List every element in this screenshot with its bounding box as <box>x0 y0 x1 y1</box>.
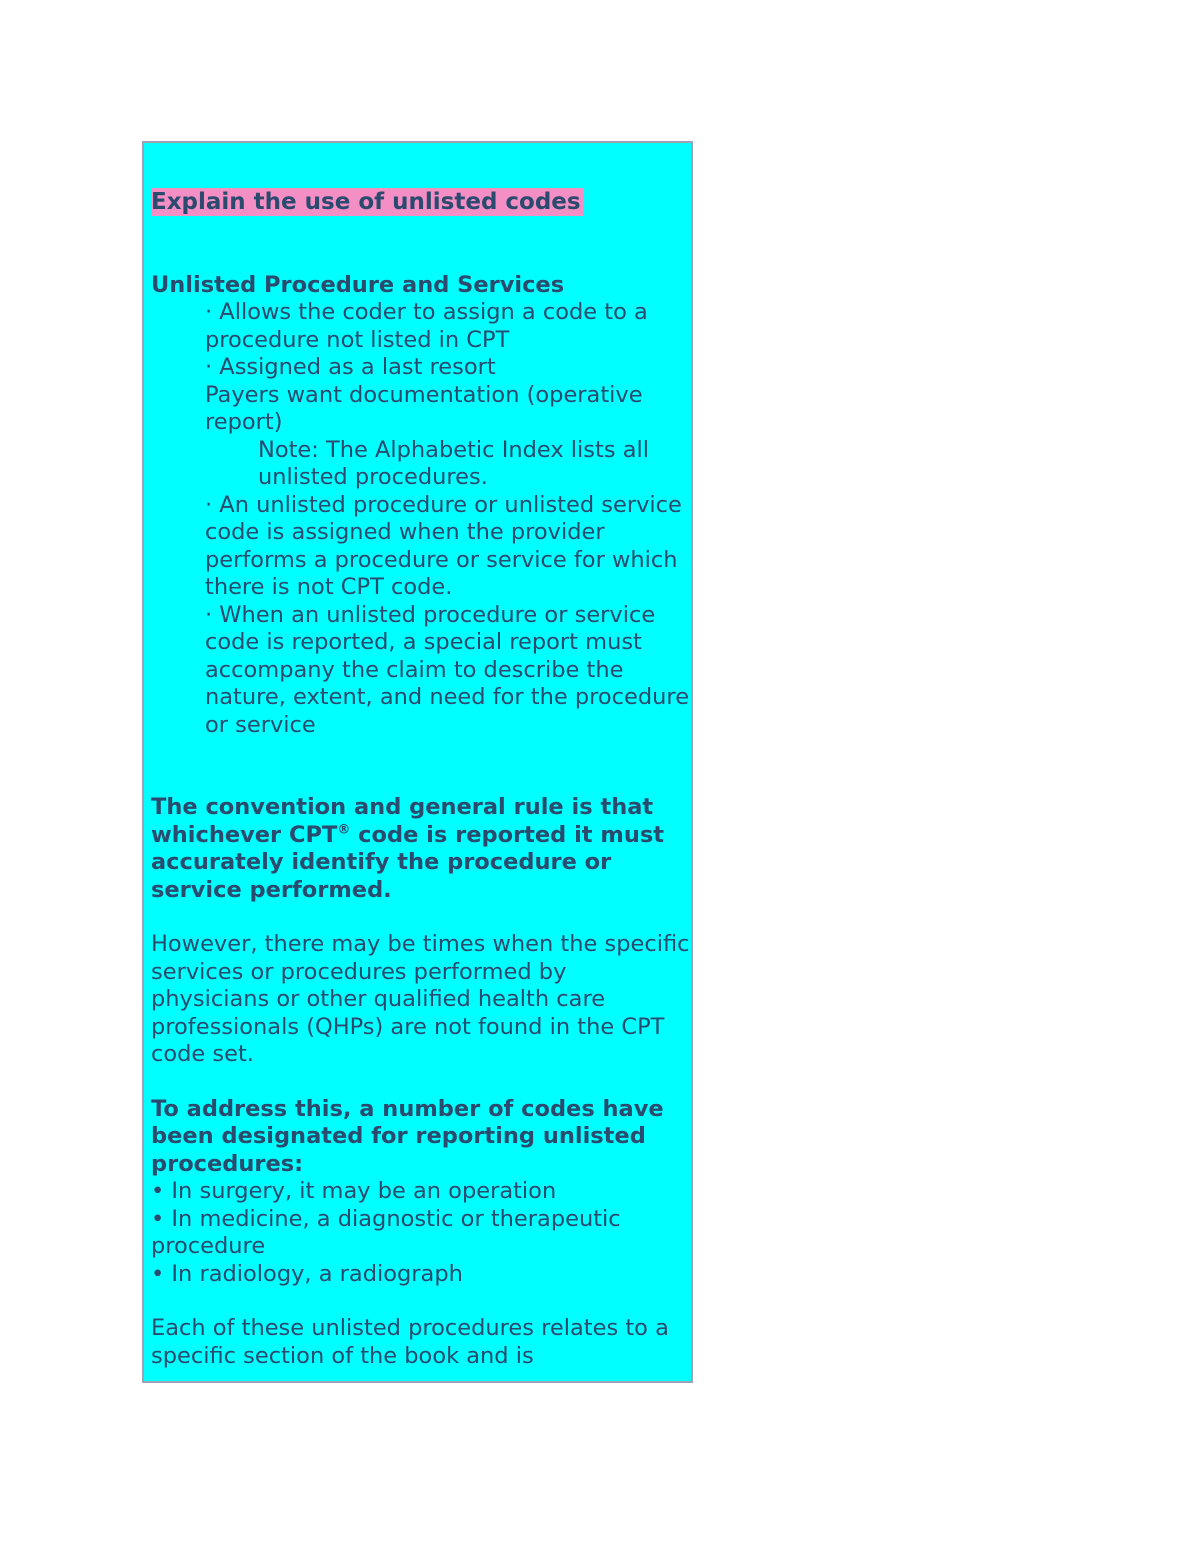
rule-text-part2: code is reported it must accurately identify the procedure or service performed. <box>151 821 664 903</box>
registered-mark: ® <box>337 822 351 837</box>
content-card <box>142 141 693 1383</box>
address-heading: To address this, a number of codes have been designated for reporting unlisted procedures: <box>151 1095 664 1177</box>
however-paragraph: However, there may be times when the specific services or procedures performed by physicians or other qualified health care professionals (QHPs) are not found in the CPT code set. <box>151 931 690 1067</box>
rule-paragraph <box>151 794 691 904</box>
bullet-item: · When an unlisted procedure or service code is reported, a special report must accompany the claim to describe the nature, extent, and need for the procedure or service <box>205 601 690 738</box>
bullet-item: Payers want documentation (operative report) <box>205 381 643 435</box>
bullet-item: · Allows the coder to assign a code to a procedure not listed in CPT <box>205 299 648 353</box>
list-item: • In surgery, it may be an operation <box>151 1178 557 1204</box>
page-title: Explain the use of unlisted codes <box>151 189 581 215</box>
list-item: • In radiology, a radiograph <box>151 1260 463 1287</box>
rule-text-part1: The convention and general rule is that whichever CPT <box>151 794 654 848</box>
content-body <box>151 188 691 1370</box>
closing-paragraph: Each of these unlisted procedures relates to a specific section of the book and is <box>151 1315 669 1369</box>
note-text: Note: The Alphabetic Index lists all unlisted procedures. <box>258 436 649 490</box>
list-item: • In medicine, a diagnostic or therapeutic procedure <box>151 1205 621 1259</box>
section-heading: Unlisted Procedure and Services <box>151 271 565 298</box>
bullet-item: · Assigned as a last resort <box>205 354 496 380</box>
bullet-item: · An unlisted procedure or unlisted service code is assigned when the provider performs a procedure or service for which there is not CPT code. <box>205 491 682 600</box>
